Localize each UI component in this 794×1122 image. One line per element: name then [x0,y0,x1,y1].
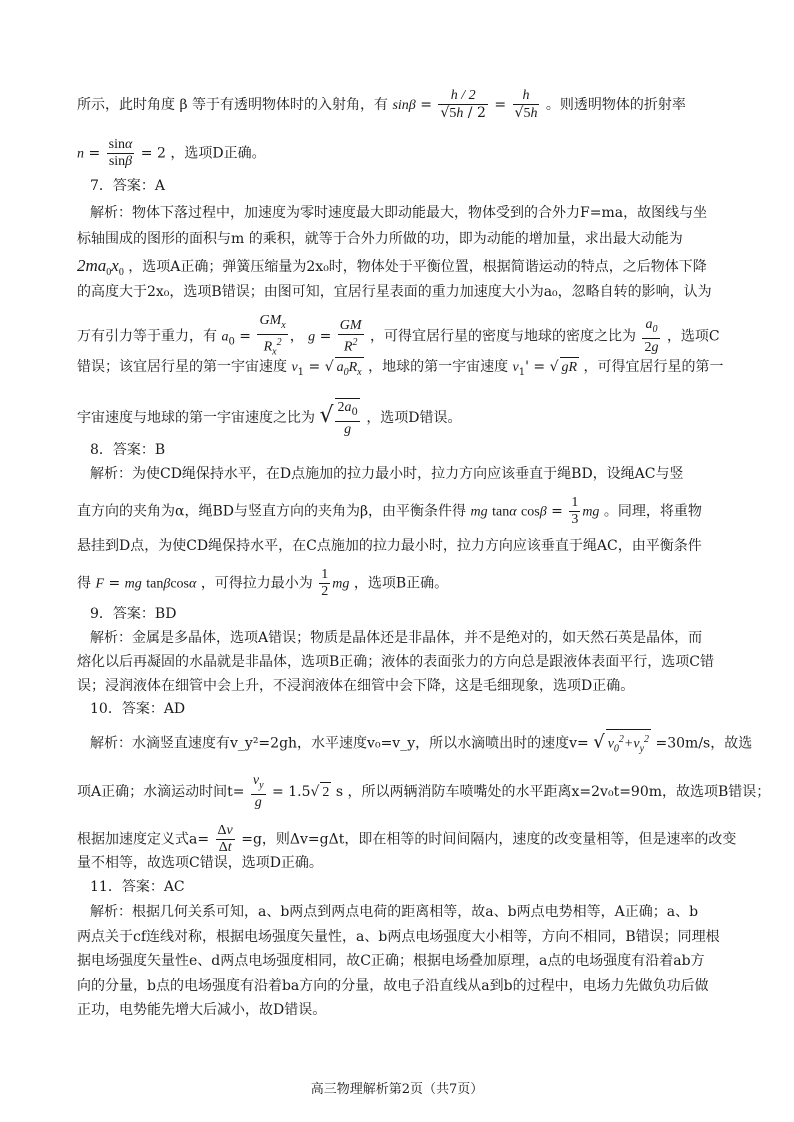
text-line: 标轴围成的图形的面积与m 的乘积，就等于合外力所做的功，即为动能的增加量，求出最大动能为 [77,231,683,247]
text-line: 项A正确；水滴运动时间t= $\frac{v_y}{g}$ = 1.5√ 2 s ，所以两辆消防车喷嘴处的水平距离x=2v₀t=90m，故选项B错误； [77,773,771,810]
answer-heading: 8．答案：B [90,442,166,458]
text-line: 解析：物体下落过程中，加速度为零时速度最大即动能最大，物体受到的合外力F=ma，故图线与坐 [90,205,708,221]
text-line: $2ma_0x_0$ ，选项A正确；弹簧压缩量为2x₀时，物体处于平衡位置，根据简谐运动的特点，之后物体下降 [77,256,707,278]
text-line: 直方向的夹角为α，绳BD与竖直方向的夹角为β，由平衡条件得 mg tanα cosβ = $\frac{1}{3}$ mg 。同理，将重物 [77,495,702,527]
page-footer: 高三物理解析第2页（共7页） [310,1082,484,1097]
text-line: 正功，电势能先增大后减小，故D错误。 [77,1002,327,1018]
text-line: 据电场强度矢量性e、d两点电场强度相同，故C正确；根据电场叠加原理，a点的电场强度有沿着ab方 [77,953,705,969]
answer-heading: 10．答案：AD [90,701,186,717]
text-line: 错误；该宜居行星的第一宇宙速度 $v_1$ = √ $a_0R_x$ ，地球的第一宇宙速度 $v_1'$ = √ gR ，可得宜居行星的第一 [77,357,717,383]
text-line: 量不相等，故选项C错误，选项D正确。 [77,855,323,871]
text-line: 的高度大于2x₀，选项B错误；由图可知，宜居行星表面的重力加速度大小为a₀，忽略自转的影响，认为 [77,284,712,300]
text-line: 两点关于cf连线对称，根据电场强度矢量性，a、b两点电场强度大小相等，方向不相同，B错误；同理根 [77,929,720,945]
text-line: 所示，此时角度 β 等于有透明物体时的入射角，有 sinβ = $\frac{h / 2}{√5h / 2}$ = $\frac{h}{√5h}$ 。则透明物体的折射率 [77,88,686,121]
text-line: 解析：为使CD绳保持水平，在D点施加的拉力最小时，拉力方向应该垂直于绳BD，设绳AC与竖 [90,466,684,482]
text-line: 误；浸润液体在细管中会上升，不浸润液体在细管中会下降，这是毛细现象，选项D正确。 [77,678,635,694]
answer-heading: 7．答案：A [90,178,166,194]
text-line: n = $\frac{\sin\alpha}{\sin\beta}$ = 2 ，选项D正确。 [77,137,266,169]
text-line: 解析：根据几何关系可知，a、b两点到两点电荷的距离相等，故a、b两点电势相等，A正确；a、b [90,904,699,920]
text-line: 万有引力等于重力，有 $a_0$ = $\frac{GM_x}{R_x^2}$ ， g = $\frac{GM}{R^2}$ ，可得宜居行星的密度与地球的密度之比为 $\frac{a_0}{2g}$ ，选项C [77,313,720,358]
text-line: 得 F = mg tanβcosα ，可得拉力最小为 $\frac{1}{2}$ mg ，选项B正确。 [77,567,449,599]
answer-heading: 11．答案：AC [90,879,185,895]
text-line: 根据加速度定义式a= $\frac{\Delta v}{\Delta t}$ =g，则Δv=gΔt，即在相等的时间间隔内，速度的改变量相等，但是速率的改变 [77,823,737,855]
text-line: 悬挂到D点，为使CD绳保持水平，在C点施加的拉力最小时，拉力方向应该垂直于绳AC，由平衡条件 [77,538,702,554]
answer-heading: 9．答案：BD [90,606,177,622]
text-line: 向的分量，b点的电场强度有沿着ba方向的分量，故电子沿直线从a到b的过程中，电场力先做负功后做 [77,978,709,994]
text-line: 解析：水滴竖直速度有v_y²=2gh，水平速度v₀=v_y，所以水滴喷出时的速度v= √ $v_0^2+v_y^2 =30m/s$，故选 [90,729,730,759]
text-line: 解析：金属是多晶体，选项A错误；物质是晶体还是非晶体，并不是绝对的，如天然石英是晶体，而 [90,630,703,646]
text-line: 宇宙速度与地球的第一宇宙速度之比为 √ $\frac{2a_0}{g}$ ，选项D错误。 [77,400,462,437]
text-line: 熔化以后再凝固的水晶就是非晶体，选项B正确；液体的表面张力的方向总是跟液体表面平行，选项C错 [77,654,714,670]
